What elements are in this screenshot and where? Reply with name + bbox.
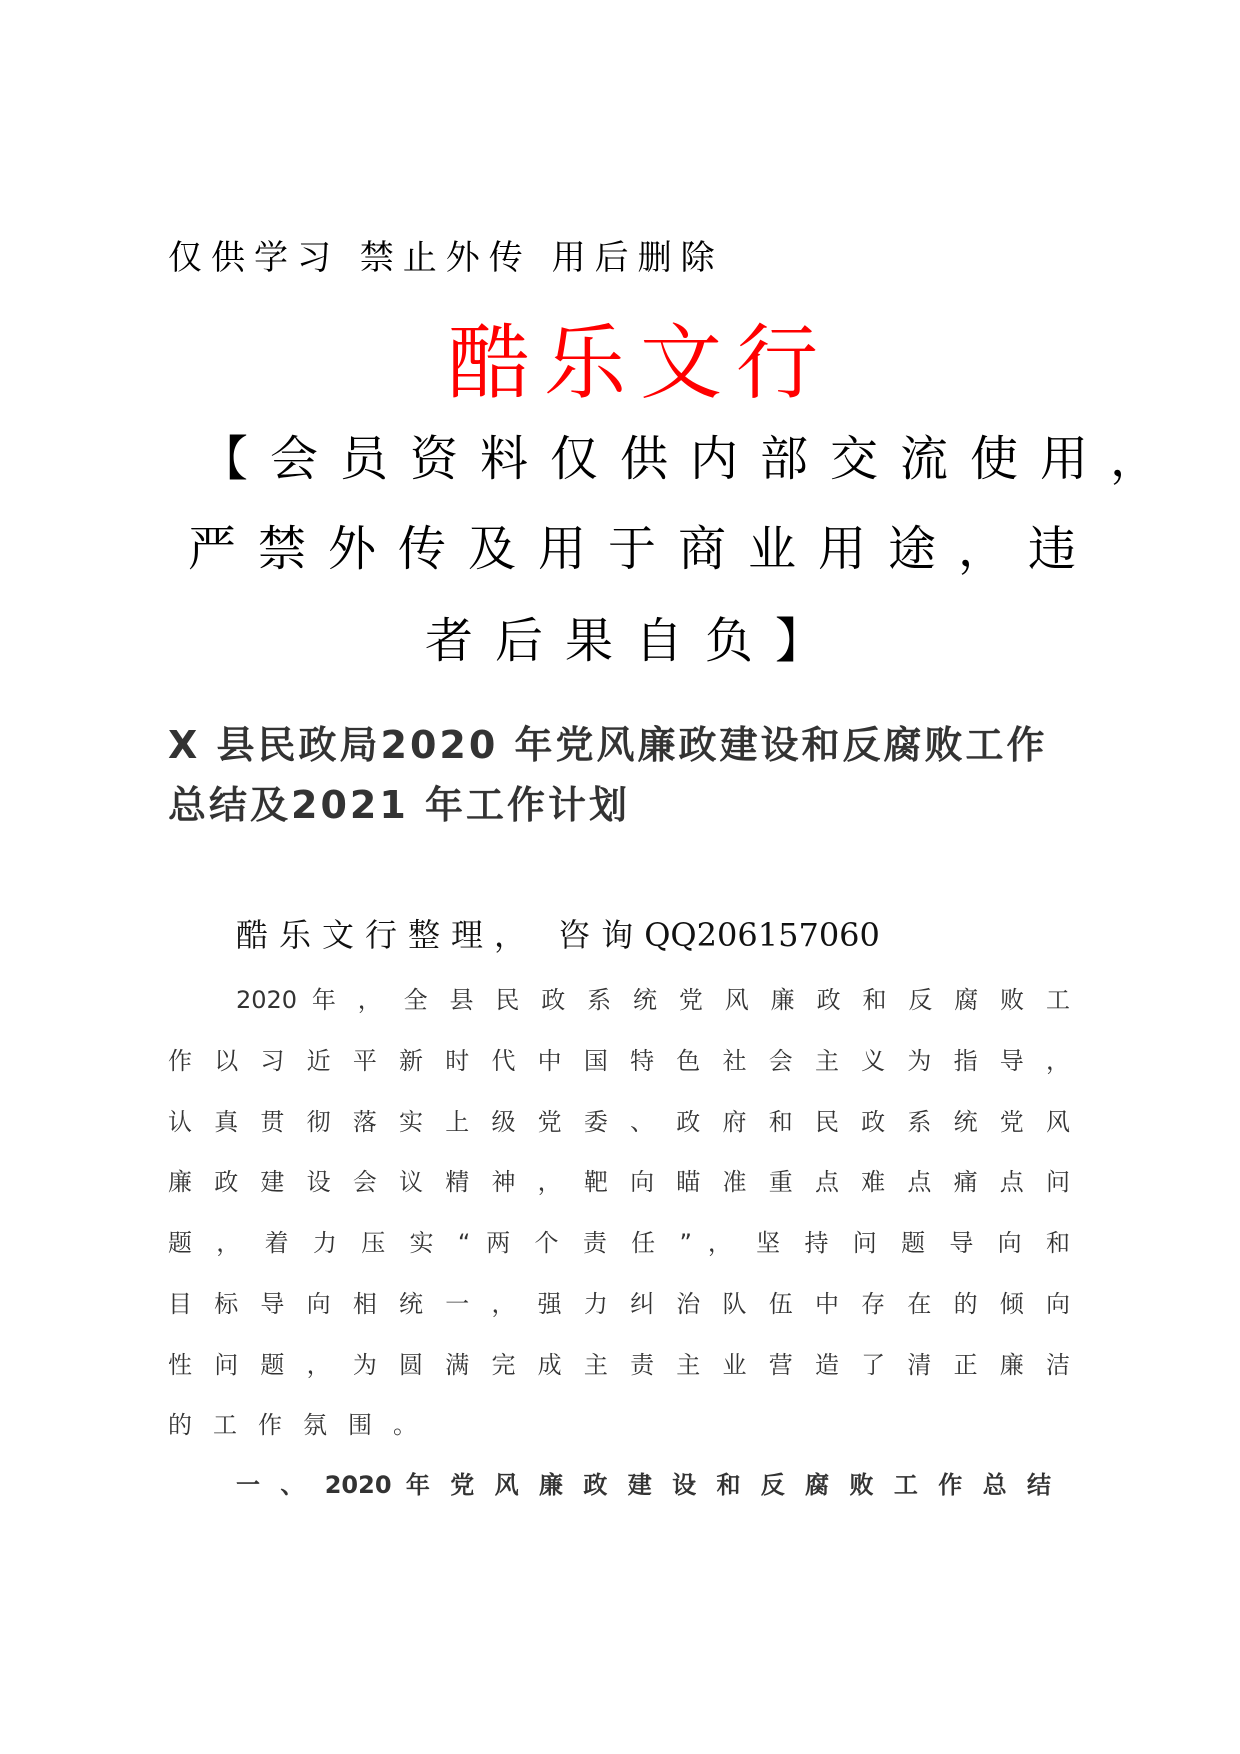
body-line: 的工作氛围。: [168, 1411, 438, 1439]
member-warning-line: 严禁外传及用于商业用途，违: [188, 521, 1099, 577]
editor-note-prefix: 酷乐文行整理， 咨询: [236, 916, 645, 954]
body-line: 2020 年 ， 全 县 民 政 系 统 党 风 廉 政 和 反 腐 败 工: [236, 986, 1070, 1014]
member-warning-line: 者后果自负】: [425, 613, 846, 669]
body-line: 性 问 题 ， 为 圆 满 完 成 主 责 主 业 营 造 了 清 正 廉 洁: [168, 1351, 1070, 1379]
body-line: 作 以 习 近 平 新 时 代 中 国 特 色 社 会 主 义 为 指 导 ，: [168, 1047, 1070, 1075]
member-warning-line: 【会员资料仅供内部交流使用，: [200, 431, 1181, 487]
brand-title: 酷乐文行: [448, 316, 833, 411]
body-line: 廉 政 建 设 会 议 精 神 ， 靶 向 瞄 准 重 点 难 点 痛 点 问: [168, 1168, 1070, 1196]
section-heading: 一 、 2020 年 党 风 廉 政 建 设 和 反 腐 败 工 作 总 结: [236, 1471, 1051, 1499]
document-title-line: 总结及2021 年工作计划: [168, 783, 630, 827]
editor-contact: QQ206157060: [644, 916, 880, 954]
body-line: 题 ， 着 力 压 实 “ 两 个 责 任 ” ， 坚 持 问 题 导 向 和: [168, 1229, 1070, 1257]
body-line: 认 真 贯 彻 落 实 上 级 党 委 、 政 府 和 民 政 系 统 党 风: [168, 1108, 1070, 1136]
body-line: 目 标 导 向 相 统 一 ， 强 力 纠 治 队 伍 中 存 在 的 倾 向: [168, 1290, 1070, 1318]
editor-note: [236, 910, 880, 956]
usage-notice: 仅供学习 禁止外传 用后删除: [168, 238, 724, 278]
document-title-line: X 县民政局2020 年党风廉政建设和反腐败工作: [168, 723, 1048, 767]
